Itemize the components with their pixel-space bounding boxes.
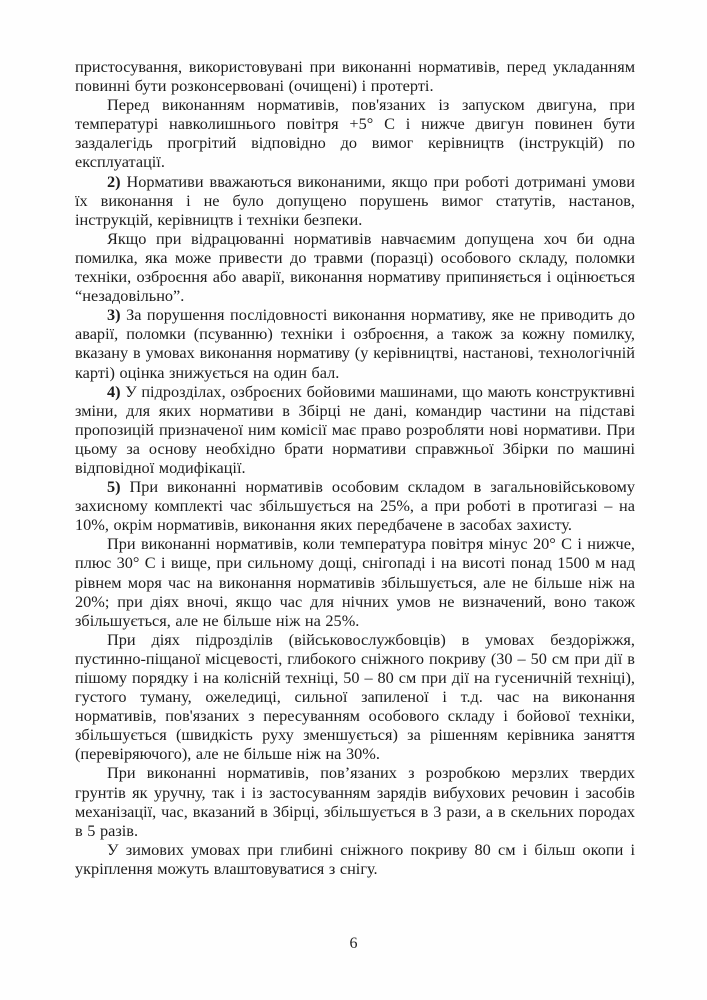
paragraph: 2) Нормативи вважаються виконаними, якщо при роботі дотримані умови їх виконання і не було допущено порушень вимог статутів, настанов, інструкцій, керівництв і техніки безпеки. <box>75 171 635 229</box>
page-number: 6 <box>349 935 358 952</box>
paragraph: При діях підрозділів (військовослужбовців) в умовах бездоріжжя, пустинно-піщаної місцевості, глибокого сніжного покриву (30 – 50 см при дії в пішому порядку і на колісній техніці, 50 – 80 см при дії на гусеничній техніці), густого туману, ожеледиці, сильної запиленої і т.д. час на виконання нормативів, пов'язаних з пересуванням особового складу і бойової техніки, збільшується (швидкість руху зменшується) за рішенням керівника заняття (перевіряючого), але не більше ніж на 30%. <box>75 629 635 764</box>
paragraph: При виконанні нормативів, коли температура повітря мінус 20° С і нижче, плюс 30° С і вище, при сильному дощі, снігопаді і на висоті понад 1500 м над рівнем моря час на виконання нормативів збільшується, але не більше ніж на 20%; при діях вночі, якщо час для нічних умов не визначений, воно також збільшується, але не більше ніж на 25%. <box>75 534 635 630</box>
paragraph: 4) У підрозділах, озброєних бойовими машинами, що мають конструктивні зміни, для яких нормативи в Збірці не дані, командир частини на підставі пропозицій призначеної ним комісії має право розробляти нові нормативи. При цьому за основу необхідно брати нормативи справжньої Збірки по машині відповідної модифікації. <box>75 381 635 477</box>
paragraph-number: 2) <box>107 171 127 191</box>
paragraph: пристосування, використовувані при виконанні нормативів, перед укладанням повинні бути розконсервовані (очищені) і протерті. <box>75 57 635 96</box>
paragraph: 3) За порушення послідовності виконання нормативу, яке не приводить до аварії, поломки (псуванню) техніки і озброєння, а також за кожну помилку, вказану в умовах виконання нормативу (у керівництві, настанові, технологічній карті) оцінка знижується на один бал. <box>75 305 636 382</box>
paragraph: У зимових умовах при глибині сніжного покриву 80 см і більш окопи і укріплення можуть влаштовуватися з снігу. <box>75 839 635 878</box>
paragraph: При виконанні нормативів, пов’язаних з розробкою мерзлих твердих грунтів як уручну, так і із застосуванням зарядів вибухових речовин і засобів механізації, час, вказаний в Збірці, збільшується в 3 рази, а в скельних породах в 5 разів. <box>75 763 635 840</box>
paragraph: Перед виконанням нормативів, пов'язаних із запуском двигуна, при температурі навколишнього повітря +5° С і нижче двигун повинен бути заздалегідь прогрітий відповідно до вимог керівництв (інструкцій) по експлуатації. <box>75 95 635 172</box>
paragraph-number: 5) <box>107 477 130 497</box>
document-body <box>75 57 635 878</box>
paragraph-number: 3) <box>107 305 127 325</box>
paragraph: 5) При виконанні нормативів особовим складом в загальновійськовому захисному комплекті час збільшується на 25%, а при роботі в протигазі – на 10%, окрім нормативів, виконання яких передбачене в засобах захисту. <box>75 477 635 535</box>
paragraph: Якщо при відрацюванні нормативів навчаємим допущена хоч би одна помилка, яка може привести до травми (поразці) особового складу, поломки техніки, озброєння або аварії, виконання нормативу припиняється і оцінюється “незадовільно”. <box>75 228 635 306</box>
paragraph-number: 4) <box>107 381 126 401</box>
